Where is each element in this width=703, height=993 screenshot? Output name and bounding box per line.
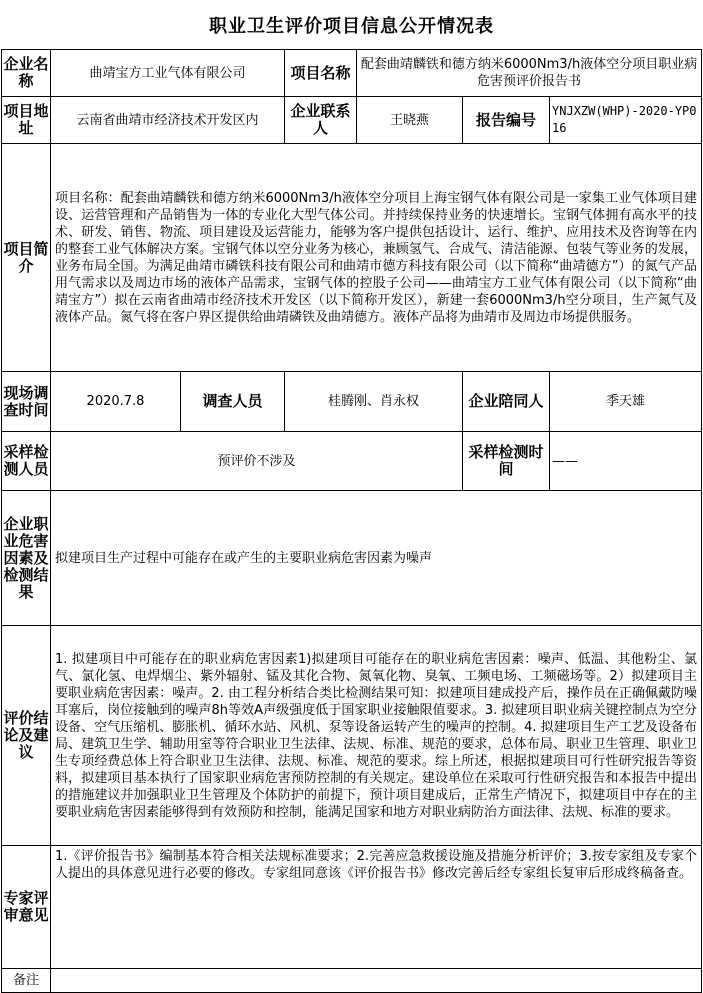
row-sampling (2, 432, 702, 491)
row-expert (2, 846, 702, 969)
row-address (2, 97, 702, 144)
company-contact-value: 王晓燕 (357, 97, 463, 144)
conclusion-text: 1. 拟建项目中可能存在的职业病危害因素1)拟建项目可能存在的职业病危害因素：噪声、低温、其他粉尘、氯气、氯化氢、电焊烟尘、紫外辐射、锰及其化合物、氮氧化物、臭氧、工频电场、工频磁场等。2）拟建项目主要职业病危害因素：噪声。2. 由工程分析结合类比检测结果可知：拟建项目建成投产后，操作员在正确佩戴防噪耳塞后，岗位接触到的噪声8h等效A声级强度低于国家职业接触限值要求。3. 拟建项目职业病关键控制点为空分设备、空气压缩机、膨胀机、循环水站、风机、泵等设备运转产生的噪声的控制。4. 拟建项目生产工艺及设备布局、建筑卫生学、辅助用室等符合职业卫生法律、法规、标准、规范的要求，总体布局、职业卫生管理、职业卫生专项经费总体上符合职业卫生法律、法规、标准、规范的要求。综上所述，根据拟建项目可行性研究报告等资料，拟建项目基本执行了国家职业病危害预防控制的有关规定。建设单位在采取可行性研究报告和本报告中提出的措施建议并加强职业卫生管理及个体防护的前提下，预计项目建成后，正常生产情况下，拟建项目中存在的主要职业病危害因素能够得到有效预防和控制，能满足国家和地方对职业病防治方面法律、法规、标准的要求。 (51, 626, 702, 846)
hazard-results-label: 企业职业危害因素及检测结果 (2, 491, 51, 626)
project-address-label: 项目地址 (2, 97, 51, 144)
investigators-value: 桂腾刚、肖永权 (285, 372, 463, 432)
project-intro-text: 项目名称：配套曲靖麟铁和德方纳米6000Nm3/h液体空分项目上海宝钢气体有限公司是一家集工业气体项目建设、运营管理和产品销售为一体的专业化大型气体公司。并持续保持业务的快速增长。宝钢气体拥有高水平的技术、研发、销售、物流、项目建设及运营能力，能够为客户提供包括设计、运行、维护、应用技术及咨询等在内的整套工业气体解决方案。宝钢气体以空分业务为核心，兼顾氢气、合成气、清洁能源、包装气等业务的发展，业务布局全国。为满足曲靖市磷铁科技有限公司和曲靖市德方科技有限公司（以下简称“曲靖德方”）的氮气产品用气需求以及周边市场的液体产品需求，宝钢气体的控股子公司——曲靖宝方工业气体有限公司（以下简称“曲靖宝方”）拟在云南省曲靖市经济技术开发区（以下简称开发区），新建一套6000Nm3/h空分项目，生产氮气及液体产品。氮气将在客户界区提供给曲靖磷铁及曲靖德方。液体产品将为曲靖市及周边市场提供服务。 (51, 144, 702, 372)
conclusion-label: 评价结论及建议 (2, 626, 51, 846)
site-survey-time-label: 现场调查时间 (2, 372, 51, 432)
company-contact-label: 企业联系人 (285, 97, 357, 144)
report-no-label: 报告编号 (463, 97, 550, 144)
info-table (1, 49, 702, 993)
row-remarks (2, 969, 702, 993)
report-no-value: YNJXZW(WHP)-2020-YP016 (550, 97, 702, 144)
row-survey (2, 372, 702, 432)
project-intro-label: 项目简介 (2, 144, 51, 372)
project-name-label: 项目名称 (285, 50, 357, 97)
remarks-value (51, 969, 702, 993)
expert-opinion-text: 1.《评价报告书》编制基本符合相关法规标准要求；2.完善应急救援设施及措施分析评价；3.按专家组及专家个人提出的具体意见进行必要的修改。专家组同意该《评价报告书》修改完善后经专家组长复审后形成终稿备查。 (51, 846, 702, 969)
remarks-label: 备注 (2, 969, 51, 993)
project-address-value: 云南省曲靖市经济技术开发区内 (51, 97, 285, 144)
investigators-label: 调查人员 (181, 372, 285, 432)
sampling-time-value: —— (550, 432, 702, 491)
company-name-value: 曲靖宝方工业气体有限公司 (51, 50, 285, 97)
company-escort-value: 季天雄 (550, 372, 702, 432)
company-name-label: 企业名称 (2, 50, 51, 97)
row-hazards (2, 491, 702, 626)
expert-opinion-label: 专家评审意见 (2, 846, 51, 969)
hazard-results-text: 拟建项目生产过程中可能存在或产生的主要职业病危害因素为噪声 (51, 491, 702, 626)
company-escort-label: 企业陪同人 (463, 372, 550, 432)
row-company (2, 50, 702, 97)
project-name-value: 配套曲靖麟铁和德方纳米6000Nm3/h液体空分项目职业病危害预评价报告书 (357, 50, 702, 97)
sampling-personnel-value: 预评价不涉及 (51, 432, 463, 491)
row-intro (2, 144, 702, 372)
site-survey-time-value: 2020.7.8 (51, 372, 181, 432)
sampling-personnel-label: 采样检测人员 (2, 432, 51, 491)
row-conclusion (2, 626, 702, 846)
page-title: 职业卫生评价项目信息公开情况表 (209, 15, 494, 37)
sampling-time-label: 采样检测时间 (463, 432, 550, 491)
